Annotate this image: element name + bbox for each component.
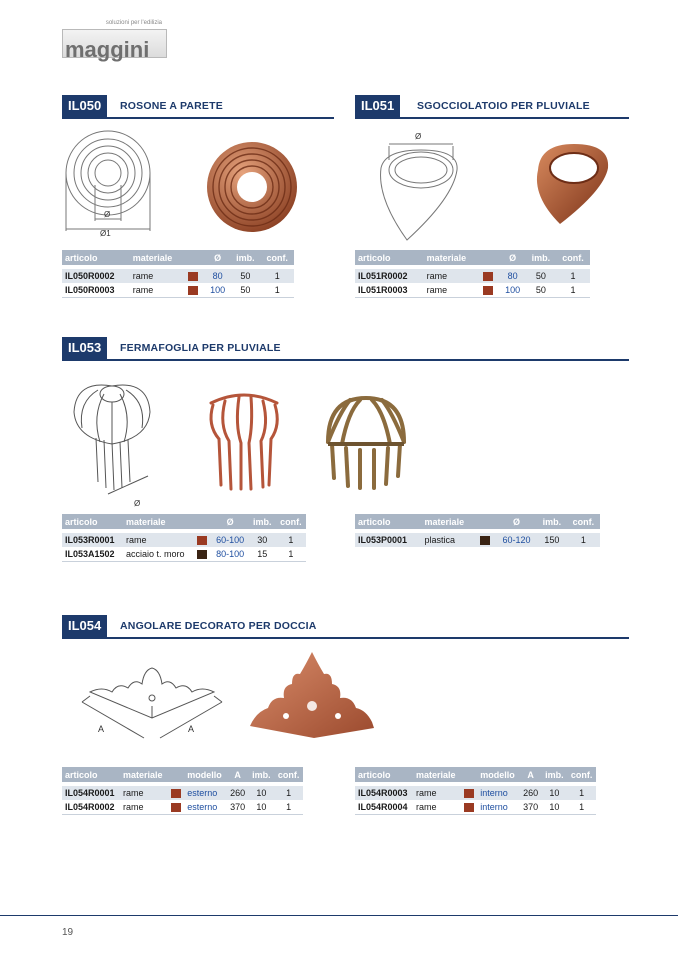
modello: esterno [184,800,226,815]
col-header: imb. [537,514,567,529]
col-header: articolo [355,514,422,529]
imb: 50 [526,283,556,298]
diameter: 80 [205,269,231,283]
a-label-right: A [188,724,195,734]
a-value: 370 [227,800,249,815]
col-header: materiale [123,514,194,529]
imb: 50 [230,269,260,283]
imb: 10 [542,786,568,800]
diameter: 100 [500,283,526,298]
col-header [185,250,205,265]
col-header: articolo [355,767,413,782]
footer-divider [0,915,678,916]
articolo: IL054R0004 [355,800,413,815]
col-header: Ø [205,250,231,265]
rosette-copper-photo [205,140,299,234]
table-row [355,533,600,547]
materiale: acciaio t. moro [123,547,194,562]
section-title: FERMAFOGLIA PER PLUVIALE [120,342,281,354]
col-header [168,767,185,782]
col-header: conf. [556,250,590,265]
table-il054-b [355,767,596,815]
diameter-label: Ø [415,132,422,141]
section-header-il054 [62,615,629,639]
a-value: 370 [520,800,542,815]
logo-wordmark: maggini [65,37,150,62]
diameter1-label: Ø1 [100,229,111,237]
diameter: 80 [500,269,526,283]
table-row [355,283,590,298]
col-header: conf. [276,514,306,529]
color-swatch [171,789,181,798]
col-header: imb. [230,250,260,265]
drip-copper-photo [530,140,612,228]
diameter: 80-100 [211,547,248,562]
table-header-row [62,767,303,782]
color-swatch [188,286,198,295]
table-row [62,800,303,815]
leaf-guard-steel-photo [320,392,412,492]
color-swatch [483,286,493,295]
col-header: imb. [542,767,568,782]
col-header: Ø [496,514,537,529]
table-il051 [355,250,590,298]
section-code: IL053 [62,337,107,359]
conf: 1 [274,800,303,815]
diameter-label: Ø [104,210,111,219]
col-header: articolo [62,767,120,782]
diameter: 100 [205,283,231,298]
table-header-row [355,514,600,529]
conf: 1 [260,283,294,298]
table-header-row [62,250,294,265]
a-label-left: A [98,724,105,734]
section-title: ANGOLARE DECORATO PER DOCCIA [120,620,317,632]
color-swatch [464,789,474,798]
col-header: modello [477,767,519,782]
col-header: conf. [274,767,303,782]
col-header: Ø [500,250,526,265]
table-row [62,269,294,283]
col-header: modello [184,767,226,782]
conf: 1 [276,533,306,547]
materiale: rame [130,269,186,283]
conf: 1 [567,533,600,547]
modello: interno [477,786,519,800]
col-header: materiale [120,767,168,782]
articolo: IL053A1502 [62,547,123,562]
leaf-guard-technical-drawing [68,372,160,510]
rosette-technical-drawing [62,125,162,237]
corner-technical-drawing [72,662,224,744]
color-swatch [197,550,207,559]
table-il053-b [355,514,600,547]
table-header-row [355,767,596,782]
color-swatch [483,272,493,281]
imb: 50 [230,283,260,298]
table-row [62,283,294,298]
col-header: A [520,767,542,782]
conf: 1 [276,547,306,562]
a-value: 260 [227,786,249,800]
conf: 1 [556,269,590,283]
conf: 1 [567,786,596,800]
table-row [62,786,303,800]
col-header [461,767,478,782]
logo-tagline: soluzioni per l'edilizia [105,20,162,26]
section-code: IL051 [355,95,400,117]
table-il053-a [62,514,306,562]
imb: 10 [249,800,275,815]
materiale: rame [424,283,480,298]
col-header: imb. [249,514,276,529]
color-swatch [480,536,490,545]
conf: 1 [260,269,294,283]
materiale: rame [120,800,168,815]
diameter: 60-100 [211,533,248,547]
articolo: IL054R0001 [62,786,120,800]
table-row [62,547,306,562]
drip-technical-drawing [375,128,465,244]
section-title: SGOCCIOLATOIO PER PLUVIALE [417,100,590,112]
table-row [62,533,306,547]
table-il050 [62,250,294,298]
diameter: 60-120 [496,533,537,547]
modello: interno [477,800,519,815]
col-header: articolo [62,250,130,265]
articolo: IL054R0002 [62,800,120,815]
table-row [355,786,596,800]
col-header [477,514,496,529]
col-header: conf. [260,250,294,265]
col-header: articolo [62,514,123,529]
imb: 10 [542,800,568,815]
modello: esterno [184,786,226,800]
col-header: Ø [211,514,248,529]
articolo: IL053P0001 [355,533,422,547]
col-header: materiale [413,767,461,782]
materiale: rame [130,283,186,298]
articolo: IL053R0001 [62,533,123,547]
a-value: 260 [520,786,542,800]
imb: 150 [537,533,567,547]
col-header: materiale [422,514,477,529]
conf: 1 [567,800,596,815]
section-code: IL050 [62,95,107,117]
conf: 1 [556,283,590,298]
col-header [480,250,500,265]
materiale: rame [413,800,461,815]
col-header [194,514,212,529]
table-il054-a [62,767,303,815]
diameter-label: Ø [134,499,141,508]
col-header: conf. [567,767,596,782]
col-header: conf. [567,514,600,529]
page-number: 19 [62,927,74,938]
col-header: materiale [130,250,186,265]
leaf-guard-copper-photo [205,385,283,493]
section-header-il051 [355,95,629,119]
section-header-il050 [62,95,334,119]
table-header-row [62,514,306,529]
col-header: imb. [249,767,275,782]
conf: 1 [274,786,303,800]
table-header-row [355,250,590,265]
col-header: imb. [526,250,556,265]
color-swatch [464,803,474,812]
brand-logo [62,20,166,62]
table-row [355,269,590,283]
logo-box [62,29,167,62]
materiale: rame [123,533,194,547]
articolo: IL051R0002 [355,269,424,283]
imb: 15 [249,547,276,562]
articolo: IL051R0003 [355,283,424,298]
imb: 30 [249,533,276,547]
section-code: IL054 [62,615,107,637]
imb: 50 [526,269,556,283]
articolo: IL054R0003 [355,786,413,800]
materiale: rame [424,269,480,283]
section-header-il053 [62,337,629,361]
section-title: ROSONE A PARETE [120,100,223,112]
materiale: plastica [422,533,477,547]
materiale: rame [120,786,168,800]
articolo: IL050R0002 [62,269,130,283]
table-row [355,800,596,815]
color-swatch [188,272,198,281]
col-header: A [227,767,249,782]
col-header: materiale [424,250,480,265]
color-swatch [171,803,181,812]
imb: 10 [249,786,275,800]
corner-copper-photo [248,650,376,742]
color-swatch [197,536,207,545]
col-header: articolo [355,250,424,265]
materiale: rame [413,786,461,800]
articolo: IL050R0003 [62,283,130,298]
